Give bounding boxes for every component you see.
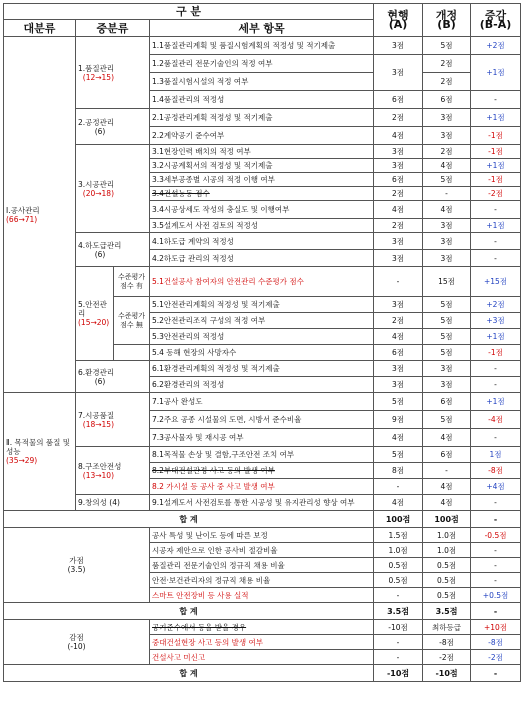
- value-a: -10점: [374, 620, 423, 635]
- value-b: 1.0점: [423, 528, 471, 543]
- header-gubun: 구 분: [4, 4, 374, 20]
- value-b: 3점: [423, 233, 471, 250]
- value-a: 0.5점: [374, 558, 423, 573]
- total-d: -: [471, 511, 521, 528]
- value-a: 5점: [374, 393, 423, 411]
- value-d: -: [471, 573, 521, 588]
- value-b: 0.5점: [423, 558, 471, 573]
- mid-1: 1.품질관리 (12→15): [76, 37, 150, 109]
- value-d: -2점: [471, 650, 521, 665]
- value-b: -2점: [423, 650, 471, 665]
- mid-7: 7.시공품질 (18→15): [76, 393, 150, 447]
- value-d: +1점: [471, 55, 521, 91]
- value-b: 0.5점: [423, 573, 471, 588]
- item-row: 8.1목적물 손상 및 결함,구조안전 조치 여부: [150, 447, 374, 463]
- item-row: 2.2계약공기 준수여부: [150, 127, 374, 145]
- value-b: 1.0점: [423, 543, 471, 558]
- item-row: 8.2부대건설관정 사고 등의 발생 여부: [150, 463, 374, 479]
- value-b: 5점: [423, 37, 471, 55]
- value-a: 2점: [374, 109, 423, 127]
- value-b: 4점: [423, 159, 471, 173]
- value-a: 4점: [374, 127, 423, 145]
- value-a: 6점: [374, 173, 423, 187]
- item-row: 6.2환경관리의 적정성: [150, 377, 374, 393]
- header-daebunryu: 대분류: [4, 20, 76, 37]
- header-jungbunryu: 중분류: [76, 20, 150, 37]
- item-row: 4.2하도급 관리의 적정성: [150, 250, 374, 267]
- value-a: -: [374, 650, 423, 665]
- item-row: 5.3안전관리의 적정성: [150, 329, 374, 345]
- value-d: -2점: [471, 187, 521, 201]
- total-b: 3.5점: [423, 603, 471, 620]
- value-d: +0.5점: [471, 588, 521, 603]
- value-d: -: [471, 495, 521, 511]
- category-II: Ⅱ. 목적물의 품질 및 성능 (35→29): [4, 393, 76, 511]
- total-b: -10점: [423, 665, 471, 682]
- value-b: 3점: [423, 377, 471, 393]
- value-d: +1점: [471, 329, 521, 345]
- value-a: 9점: [374, 411, 423, 429]
- header-change: 증감 (B-A): [471, 4, 521, 37]
- value-b: 6점: [423, 393, 471, 411]
- value-a: 5점: [374, 447, 423, 463]
- value-a: -: [374, 267, 423, 297]
- value-b: 5점: [423, 313, 471, 329]
- value-a: -: [374, 635, 423, 650]
- value-a: 3점: [374, 377, 423, 393]
- value-d: -1점: [471, 145, 521, 159]
- value-b: 5점: [423, 345, 471, 361]
- total-label: 합 계: [4, 603, 374, 620]
- mid-5: 5.안전관리 (15→20): [76, 267, 114, 361]
- total-label: 합 계: [4, 511, 374, 528]
- item-row: 건설사고 미신고: [150, 650, 374, 665]
- bonus-category: 가점 (3.5): [4, 528, 150, 603]
- value-a: 3점: [374, 233, 423, 250]
- value-a: 8점: [374, 463, 423, 479]
- value-b: 2점: [423, 145, 471, 159]
- total-label: 합 계: [4, 665, 374, 682]
- penalty-category: 감점 (-10): [4, 620, 150, 665]
- value-b: 최하등급: [423, 620, 471, 635]
- value-b: 3점: [423, 361, 471, 377]
- item-row: 5.1건설공사 참여자의 안전관리 수준평가 점수: [150, 267, 374, 297]
- total-b: 100점: [423, 511, 471, 528]
- item-row: 9.1설계도서 사전검토를 통한 시공성 및 유지관리성 향상 여부: [150, 495, 374, 511]
- value-a: 3점: [374, 159, 423, 173]
- value-b: 15점: [423, 267, 471, 297]
- value-a: 3점: [374, 37, 423, 55]
- item-row: 7.1공사 완성도: [150, 393, 374, 411]
- value-b: 6점: [423, 91, 471, 109]
- mid-8: 8.구조안전성 (13→10): [76, 447, 150, 495]
- value-b: 2점: [423, 55, 471, 73]
- item-row: 시공자 제안으로 인한 공사비 절감비율: [150, 543, 374, 558]
- value-a: 1.5점: [374, 528, 423, 543]
- value-d: -0.5점: [471, 528, 521, 543]
- value-b: 0.5점: [423, 588, 471, 603]
- value-d: +1점: [471, 219, 521, 233]
- value-d: -: [471, 201, 521, 219]
- value-a: 6점: [374, 91, 423, 109]
- value-a: 3점: [374, 361, 423, 377]
- value-d: -1점: [471, 173, 521, 187]
- value-b: 3점: [423, 127, 471, 145]
- item-row: 중대건설현장 사고 등의 발생 여부: [150, 635, 374, 650]
- value-a: -: [374, 588, 423, 603]
- value-a: 2점: [374, 219, 423, 233]
- value-d: +2점: [471, 37, 521, 55]
- value-a: 4점: [374, 201, 423, 219]
- value-b: 2점: [423, 73, 471, 91]
- total-a: -10점: [374, 665, 423, 682]
- value-b: 3점: [423, 109, 471, 127]
- header-current: 현행 (A): [374, 4, 423, 37]
- item-row: 3.4건설능동 점수: [150, 187, 374, 201]
- value-a: 1.0점: [374, 543, 423, 558]
- value-d: +1점: [471, 159, 521, 173]
- item-row: [114, 345, 150, 361]
- item-row: 1.1품질관리계획 및 품질시험계획의 적정성 및 적기제출: [150, 37, 374, 55]
- item-row: 3.2시공계획서의 적정성 및 적기제출: [150, 159, 374, 173]
- value-b: 3점: [423, 219, 471, 233]
- value-a: 4점: [374, 495, 423, 511]
- mid-5-sub2: 수준평가 점수 無: [114, 297, 150, 345]
- item-row: 6.1환경관리계획의 적정성 및 적기제출: [150, 361, 374, 377]
- item-row: 1.3품질시험시설의 적정 여부: [150, 73, 374, 91]
- value-b: 4점: [423, 495, 471, 511]
- mid-4: 4.하도급관리 (6): [76, 233, 150, 267]
- item-row: 7.2주요 공종 시설물의 도면, 시방서 준수비율: [150, 411, 374, 429]
- value-a: 4점: [374, 429, 423, 447]
- value-d: +4점: [471, 479, 521, 495]
- category-I: Ⅰ.공사관리 (66→71): [4, 37, 76, 393]
- mid-2: 2.공정관리 (6): [76, 109, 150, 145]
- value-b: -8점: [423, 635, 471, 650]
- value-d: -: [471, 361, 521, 377]
- value-d: -: [471, 250, 521, 267]
- value-d: -: [471, 91, 521, 109]
- value-b: 6점: [423, 447, 471, 463]
- total-d: -: [471, 603, 521, 620]
- item-row: 4.1하도급 계약의 적정성: [150, 233, 374, 250]
- item-row: 1.2품질관리 전문기술인의 적정 여부: [150, 55, 374, 73]
- value-b: 4점: [423, 479, 471, 495]
- value-d: -: [471, 233, 521, 250]
- value-b: 4점: [423, 201, 471, 219]
- value-d: +1점: [471, 393, 521, 411]
- total-a: 3.5점: [374, 603, 423, 620]
- value-d: 1점: [471, 447, 521, 463]
- value-d: +15점: [471, 267, 521, 297]
- mid-9: 9.창의성 (4): [76, 495, 150, 511]
- value-a: -: [374, 479, 423, 495]
- value-a: 3점: [374, 297, 423, 313]
- evaluation-table: [3, 3, 521, 682]
- value-d: -: [471, 429, 521, 447]
- value-b: 5점: [423, 411, 471, 429]
- value-d: -8점: [471, 463, 521, 479]
- mid-3: 3.시공관리 (20→18): [76, 145, 150, 233]
- value-b: 5점: [423, 173, 471, 187]
- item-row: 1.4품질관리의 적정성: [150, 91, 374, 109]
- value-d: -1점: [471, 345, 521, 361]
- header-revised: 개정 (B): [423, 4, 471, 37]
- value-a: 3점: [374, 250, 423, 267]
- value-d: -1점: [471, 127, 521, 145]
- value-d: +2점: [471, 297, 521, 313]
- value-a: 6점: [374, 345, 423, 361]
- value-d: +10점: [471, 620, 521, 635]
- item-row: 8.2 가시설 등 공사 중 사고 발생 여부: [150, 479, 374, 495]
- item-row: 2.1공정관리계획 적정성 및 적기제출: [150, 109, 374, 127]
- value-b: -: [423, 463, 471, 479]
- item-row: 5.4 동해 현장의 사망자수: [150, 345, 374, 361]
- value-d: -: [471, 543, 521, 558]
- value-b: 4점: [423, 429, 471, 447]
- total-a: 100점: [374, 511, 423, 528]
- mid-5-sub1: 수준평가 점수 有: [114, 267, 150, 297]
- value-a: 3점: [374, 55, 423, 91]
- header-sebu: 세부 항목: [150, 20, 374, 37]
- value-a: 2점: [374, 187, 423, 201]
- item-row: 스마트 안전장비 등 사용 실적: [150, 588, 374, 603]
- item-row: 5.2안전관리조직 구성의 적정 여부: [150, 313, 374, 329]
- value-d: -: [471, 558, 521, 573]
- item-row: 공기준수에서 등을 받을 경우: [150, 620, 374, 635]
- value-a: 2점: [374, 313, 423, 329]
- value-d: +3점: [471, 313, 521, 329]
- item-row: 3.5설계도서 사전 검토의 적정성: [150, 219, 374, 233]
- value-a: 0.5점: [374, 573, 423, 588]
- item-row: 3.4시공상세도 작성의 충실도 및 이행여부: [150, 201, 374, 219]
- value-b: 3점: [423, 250, 471, 267]
- value-d: -: [471, 377, 521, 393]
- item-row: 5.1안전관리계획의 적정성 및 적기제출: [150, 297, 374, 313]
- value-d: -4점: [471, 411, 521, 429]
- value-b: -: [423, 187, 471, 201]
- value-d: +1점: [471, 109, 521, 127]
- value-a: 4점: [374, 329, 423, 345]
- item-row: 품질관리 전문기술인의 정규직 채용 비율: [150, 558, 374, 573]
- item-row: 공사 특성 및 난이도 등에 따른 보정: [150, 528, 374, 543]
- value-b: 5점: [423, 329, 471, 345]
- item-row: 7.3공사물자 및 재시공 여부: [150, 429, 374, 447]
- mid-6: 6.환경관리 (6): [76, 361, 150, 393]
- item-row: 3.1현장인력 배치의 적정 여부: [150, 145, 374, 159]
- item-row: 안전·보건관리자의 정규직 채용 비율: [150, 573, 374, 588]
- total-d: -: [471, 665, 521, 682]
- value-a: 3점: [374, 145, 423, 159]
- item-row: 3.3세부공종별 시공의 적정 이행 여부: [150, 173, 374, 187]
- value-b: 5점: [423, 297, 471, 313]
- value-d: -8점: [471, 635, 521, 650]
